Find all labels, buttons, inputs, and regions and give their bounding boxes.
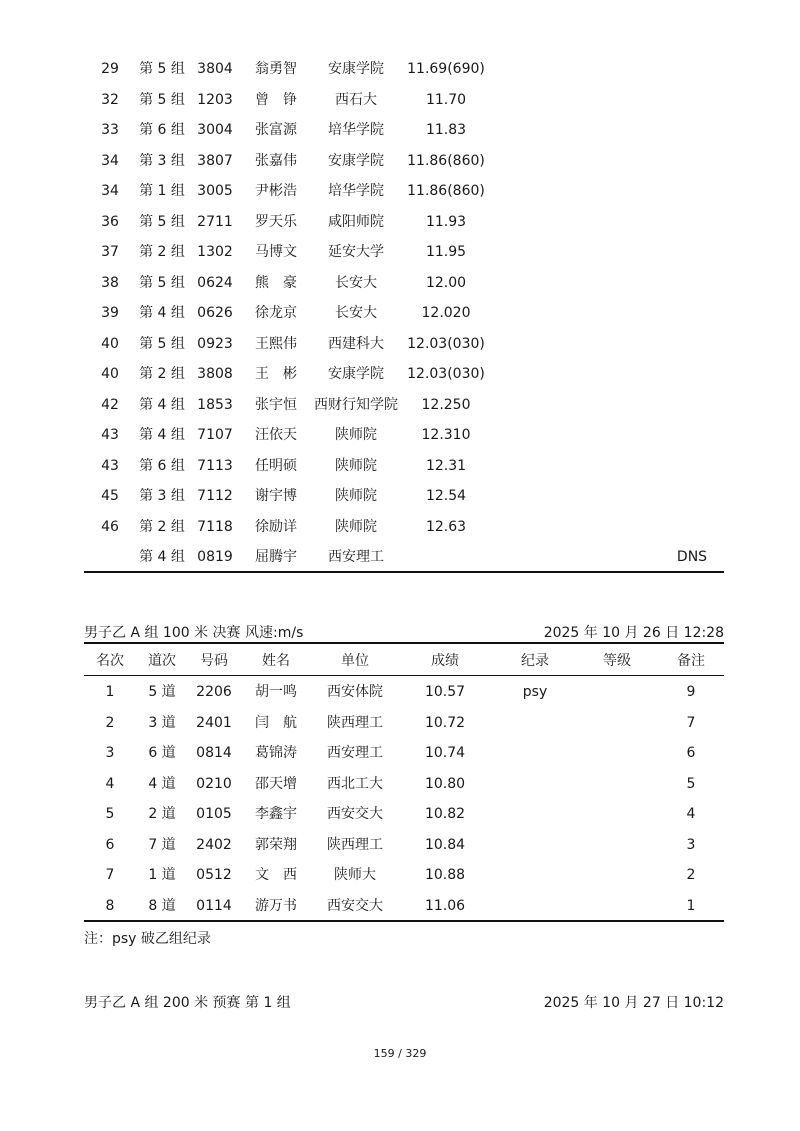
- header-record: 纪录: [521, 653, 549, 669]
- cell-points: 3: [686, 836, 696, 853]
- table-row: [0, 481, 800, 511]
- cell-rank: 39: [101, 305, 119, 321]
- final-table-bottom-rule: [84, 920, 724, 922]
- cell-rank: 29: [101, 61, 119, 77]
- cell-bib: 0210: [196, 775, 232, 792]
- cell-points: 4: [686, 806, 696, 822]
- header-lane: 道次: [148, 653, 176, 669]
- cell-group: 第 3 组: [139, 488, 185, 504]
- cell-group: 第 5 组: [139, 335, 185, 352]
- cell-name: 马博文: [255, 244, 297, 260]
- cell-result: 12.03(030): [407, 366, 485, 382]
- cell-result: 11.06: [424, 897, 466, 914]
- cell-group: 第 5 组: [139, 274, 185, 291]
- cell-result: 10.74: [424, 745, 466, 761]
- table-row: [0, 542, 800, 572]
- cell-result: 11.93: [425, 213, 467, 230]
- cell-name: 张宇恒: [255, 396, 297, 413]
- cell-group: 第 5 组: [139, 213, 185, 230]
- cell-name: 屈腾宇: [255, 549, 297, 565]
- cell-name: 张富源: [255, 122, 297, 138]
- table-row: [0, 512, 800, 542]
- cell-lane: 1 道: [148, 867, 176, 883]
- table-row: [0, 115, 800, 145]
- cell-points: 6: [686, 745, 696, 761]
- table-row: [0, 85, 800, 115]
- cell-rank: 32: [101, 91, 119, 108]
- cell-result: 11.70: [425, 91, 467, 108]
- cell-bib: 0105: [196, 806, 232, 822]
- cell-points: 9: [686, 684, 696, 700]
- cell-unit: 延安大学: [328, 244, 384, 260]
- cell-result: 10.57: [424, 684, 466, 700]
- table-row: [0, 390, 800, 420]
- cell-name: 任明硕: [255, 457, 297, 474]
- table-header-row: [0, 646, 800, 676]
- cell-points: 2: [686, 867, 696, 883]
- header-grade: 等级: [603, 653, 631, 669]
- cell-unit: 咸阳师院: [328, 213, 384, 230]
- cell-points: 7: [686, 714, 696, 731]
- cell-result: 12.310: [421, 427, 471, 443]
- table-row: [0, 830, 800, 860]
- cell-name: 邵天增: [255, 775, 297, 792]
- table-top-rule: [84, 642, 724, 644]
- cell-points: 1: [686, 897, 696, 914]
- cell-name: 李鑫宇: [255, 806, 297, 822]
- cell-result: 11.86(860): [407, 152, 485, 169]
- cell-name: 谢宇博: [255, 488, 297, 504]
- table-bottom-rule: [84, 571, 724, 573]
- table-row: [0, 799, 800, 829]
- cell-unit: 西北工大: [327, 775, 383, 792]
- cell-rank: 36: [101, 213, 119, 230]
- cell-unit: 西安体院: [327, 684, 383, 700]
- cell-lane: 2 道: [148, 806, 176, 822]
- cell-rank: 46: [101, 518, 119, 535]
- cell-name: 胡一鸣: [255, 684, 297, 700]
- cell-group: 第 4 组: [139, 305, 185, 321]
- cell-unit: 安康学院: [328, 152, 384, 169]
- section-datetime: 2025 年 10 月 26 日 12:28: [543, 625, 724, 641]
- cell-rank: 2: [105, 714, 115, 731]
- cell-name: 王 彬: [255, 366, 297, 382]
- cell-bib: 2711: [197, 213, 233, 230]
- cell-bib: 3807: [197, 152, 233, 169]
- cell-name: 徐励详: [255, 518, 297, 535]
- table-row: [0, 860, 800, 890]
- cell-result: 11.86(860): [407, 183, 485, 199]
- cell-unit: 陕西理工: [327, 714, 383, 731]
- cell-bib: 7107: [197, 427, 233, 443]
- cell-result: 12.020: [421, 305, 471, 321]
- cell-rank: 38: [101, 274, 119, 291]
- cell-name: 游万书: [255, 897, 297, 914]
- cell-group: 第 2 组: [139, 518, 185, 535]
- cell-bib: 0624: [197, 274, 233, 291]
- cell-result: 12.00: [425, 274, 467, 291]
- cell-name: 曾 铮: [255, 91, 297, 108]
- cell-bib: 1302: [197, 244, 233, 260]
- cell-bib: 3005: [197, 183, 233, 199]
- cell-bib: 2402: [196, 836, 232, 853]
- cell-lane: 6 道: [148, 745, 176, 761]
- cell-result: 10.82: [424, 806, 466, 822]
- cell-rank: 33: [101, 122, 119, 138]
- cell-group: 第 5 组: [139, 91, 185, 108]
- cell-unit: 长安大: [335, 274, 377, 291]
- cell-bib: 3804: [197, 61, 233, 77]
- cell-unit: 西安理工: [328, 549, 384, 565]
- cell-rank: 6: [105, 836, 115, 853]
- table-row: [0, 451, 800, 481]
- cell-rank: 5: [105, 806, 115, 822]
- cell-unit: 西安理工: [327, 745, 383, 761]
- cell-unit: 西安交大: [327, 897, 383, 914]
- table-row: [0, 420, 800, 450]
- cell-unit: 陕师院: [335, 488, 377, 504]
- cell-rank: 40: [101, 366, 119, 382]
- cell-result: 12.63: [425, 518, 467, 535]
- cell-bib: 1203: [197, 91, 233, 108]
- cell-lane: 4 道: [148, 775, 176, 792]
- table-row: [0, 769, 800, 799]
- cell-result: 12.54: [425, 488, 467, 504]
- cell-rank: 34: [101, 183, 119, 199]
- table-row: [0, 708, 800, 738]
- next-section-datetime: 2025 年 10 月 27 日 10:12: [543, 995, 724, 1011]
- cell-rank: 43: [101, 457, 119, 474]
- table-row: [0, 237, 800, 267]
- footnote: 注：psy 破乙组纪录: [84, 931, 211, 947]
- cell-unit: 安康学院: [328, 61, 384, 77]
- cell-name: 张嘉伟: [255, 152, 297, 169]
- table-row: [0, 359, 800, 389]
- table-row: [0, 329, 800, 359]
- cell-lane: 5 道: [148, 684, 176, 700]
- cell-unit: 陕师院: [335, 518, 377, 535]
- cell-name: 汪依天: [255, 427, 297, 443]
- cell-unit: 西财行知学院: [314, 396, 398, 413]
- cell-rank: 1: [105, 684, 115, 700]
- cell-group: 第 5 组: [139, 61, 185, 77]
- cell-result: 11.69(690): [407, 61, 485, 77]
- cell-unit: 长安大: [335, 305, 377, 321]
- cell-unit: 陕师院: [335, 427, 377, 443]
- cell-result: 12.31: [425, 457, 467, 474]
- cell-group: 第 1 组: [139, 183, 185, 199]
- cell-rank: 43: [101, 427, 119, 443]
- table-row: [0, 891, 800, 921]
- table-row: [0, 54, 800, 84]
- cell-result: 10.84: [424, 836, 466, 853]
- cell-group: 第 2 组: [139, 244, 185, 260]
- cell-group: 第 6 组: [139, 122, 185, 138]
- cell-bib: 2401: [196, 714, 232, 731]
- cell-bib: 7113: [197, 457, 233, 474]
- cell-points: 5: [686, 775, 696, 792]
- cell-name: 翁勇智: [255, 61, 297, 77]
- header-rank: 名次: [96, 653, 124, 669]
- cell-rank: 34: [101, 152, 119, 169]
- cell-bib: 0814: [196, 745, 232, 761]
- cell-name: 文 西: [255, 867, 297, 883]
- cell-unit: 西安交大: [327, 806, 383, 822]
- cell-rank: 8: [105, 897, 115, 914]
- table-row: [0, 176, 800, 206]
- cell-result: 10.88: [424, 867, 466, 883]
- cell-unit: 安康学院: [328, 366, 384, 382]
- cell-name: 闫 航: [255, 714, 297, 731]
- cell-rank: 7: [105, 867, 115, 883]
- cell-bib: 7112: [197, 488, 233, 504]
- header-result: 成绩: [431, 653, 459, 669]
- cell-rank: 4: [105, 775, 115, 792]
- cell-name: 葛锦涛: [255, 745, 297, 761]
- cell-name: 尹彬浩: [255, 183, 297, 199]
- cell-group: 第 4 组: [139, 549, 185, 565]
- page-number: 159 / 329: [373, 1047, 427, 1060]
- cell-rank: 3: [105, 745, 115, 761]
- cell-result: 12.250: [421, 396, 471, 413]
- cell-rank: 45: [101, 488, 119, 504]
- cell-result: 12.03(030): [407, 335, 485, 352]
- cell-note: DNS: [676, 549, 708, 565]
- cell-rank: 37: [101, 244, 119, 260]
- section-title: 男子乙 A 组 100 米 决赛 风速:m/s: [84, 625, 304, 641]
- cell-unit: 陕西理工: [327, 836, 383, 853]
- cell-name: 罗天乐: [255, 213, 297, 230]
- table-row: [0, 207, 800, 237]
- cell-name: 郭荣翔: [255, 836, 297, 853]
- cell-group: 第 2 组: [139, 366, 185, 382]
- cell-rank: 42: [101, 396, 119, 413]
- table-row: [0, 268, 800, 298]
- cell-group: 第 6 组: [139, 457, 185, 474]
- cell-bib: 0923: [197, 335, 233, 352]
- cell-unit: 西建科大: [328, 335, 384, 352]
- cell-bib: 3808: [197, 366, 233, 382]
- cell-lane: 3 道: [148, 714, 176, 731]
- table-row: [0, 146, 800, 176]
- cell-unit: 培华学院: [328, 183, 384, 199]
- cell-bib: 0819: [197, 549, 233, 565]
- cell-bib: 2206: [196, 684, 232, 700]
- cell-unit: 陕师院: [335, 457, 377, 474]
- cell-name: 王熙伟: [255, 335, 297, 352]
- cell-result: 11.83: [425, 122, 467, 138]
- header-points: 备注: [677, 653, 705, 669]
- cell-bib: 3004: [197, 122, 233, 138]
- cell-name: 熊 豪: [255, 274, 297, 291]
- cell-unit: 培华学院: [328, 122, 384, 138]
- cell-bib: 0626: [197, 305, 233, 321]
- cell-bib: 0512: [196, 867, 232, 883]
- cell-result: 11.95: [425, 244, 467, 260]
- table-row: [0, 298, 800, 328]
- cell-unit: 西石大: [335, 91, 377, 108]
- cell-rank: 40: [101, 335, 119, 352]
- next-section-title: 男子乙 A 组 200 米 预赛 第 1 组: [84, 995, 291, 1011]
- cell-bib: 0114: [196, 897, 232, 914]
- header-name: 姓名: [262, 653, 290, 669]
- header-unit: 单位: [341, 653, 369, 669]
- header-bib: 号码: [200, 653, 228, 669]
- cell-group: 第 4 组: [139, 396, 185, 413]
- cell-bib: 1853: [197, 396, 233, 413]
- table-row: [0, 677, 800, 707]
- cell-record: psy: [522, 684, 548, 700]
- cell-group: 第 3 组: [139, 152, 185, 169]
- cell-result: 10.72: [424, 714, 466, 731]
- cell-bib: 7118: [197, 518, 233, 535]
- cell-lane: 7 道: [148, 836, 176, 853]
- cell-group: 第 4 组: [139, 427, 185, 443]
- header-rule: [84, 675, 724, 676]
- cell-unit: 陕师大: [334, 867, 376, 883]
- table-row: [0, 738, 800, 768]
- cell-lane: 8 道: [148, 897, 176, 914]
- cell-name: 徐龙京: [255, 305, 297, 321]
- cell-result: 10.80: [424, 775, 466, 792]
